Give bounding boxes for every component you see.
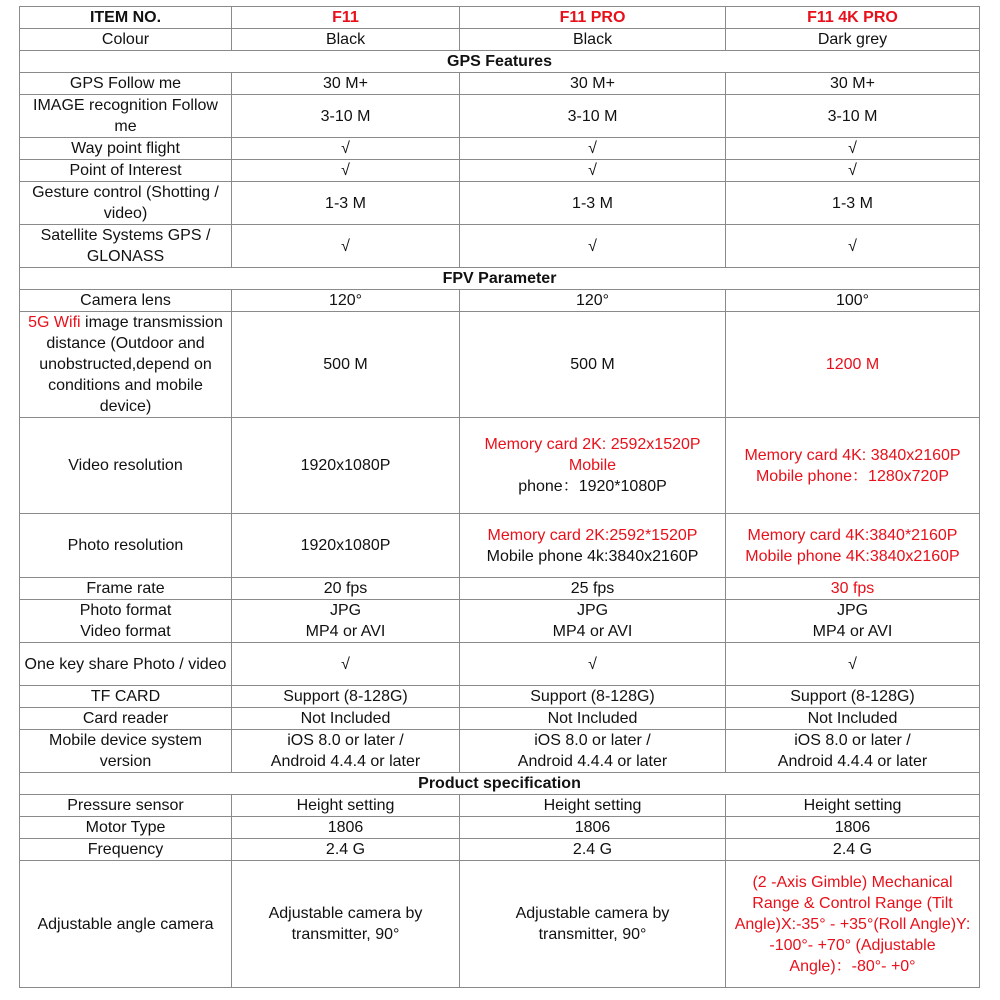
cell-f11: Height setting (232, 795, 460, 817)
cell-f11-pro (460, 730, 726, 773)
cell-f11-pro: 3-10 M (460, 95, 726, 138)
check-mark-f11-pro: √ (460, 643, 726, 686)
row-label: Adjustable angle camera (20, 861, 232, 988)
section-row-product (20, 773, 980, 795)
tf-card-row (20, 686, 980, 708)
row-label: Card reader (20, 708, 232, 730)
cell-f11-4k-pro: Not Included (726, 708, 980, 730)
row-label: Frame rate (20, 578, 232, 600)
cell-f11-4k-pro: 1806 (726, 817, 980, 839)
wifi-distance-row (20, 312, 980, 418)
cell-f11-4k-pro: (2 -Axis Gimble) Mechanical Range & Control Range (Tilt Angle)X:-35° - +35°(Roll Angle)Y: -100°- +70° (Adjustable Angle)：-80°- +0° (726, 861, 980, 988)
section-title-gps: GPS Features (20, 51, 980, 73)
cell-f11: 3-10 M (232, 95, 460, 138)
row-label: Frequency (20, 839, 232, 861)
row-label: Camera lens (20, 290, 232, 312)
pro-memory-card-text: Memory card 2K: 2592x1520P Mobile (484, 436, 701, 474)
android-version: Android 4.4.4 or later (517, 753, 668, 770)
header-row (20, 7, 980, 29)
cell-f11 (232, 730, 460, 773)
item-no-header: ITEM NO. (20, 7, 232, 29)
cell-f11-4k-pro (726, 730, 980, 773)
cell-f11-pro (460, 600, 726, 643)
cell-f11-pro: Black (460, 29, 726, 51)
cell-f11-4k-pro: Dark grey (726, 29, 980, 51)
section-title-fpv: FPV Parameter (20, 268, 980, 290)
waypoint-row (20, 138, 980, 160)
cell-f11-pro: Adjustable camera by transmitter, 90° (460, 861, 726, 988)
row-label: Motor Type (20, 817, 232, 839)
section-row-gps (20, 51, 980, 73)
mobile-os-row (20, 730, 980, 773)
row-label: Mobile device system version (20, 730, 232, 773)
cell-f11-pro: 30 M+ (460, 73, 726, 95)
row-label: GPS Follow me (20, 73, 232, 95)
cell-f11-pro: Height setting (460, 795, 726, 817)
frequency-row (20, 839, 980, 861)
pro-memory-card-text: Memory card 2K:2592*1520P (487, 526, 698, 544)
cell-f11-4k-pro (726, 418, 980, 514)
video-resolution-row (20, 418, 980, 514)
check-mark-f11-pro: √ (460, 138, 726, 160)
row-label (20, 600, 232, 643)
row-label: TF CARD (20, 686, 232, 708)
row-label: Photo resolution (20, 514, 232, 578)
row-label: IMAGE recognition Follow me (20, 95, 232, 138)
cell-f11: 20 fps (232, 578, 460, 600)
video-format-label: Video format (80, 623, 171, 640)
row-label: One key share Photo / video (20, 643, 232, 686)
cell-f11-4k-pro: Height setting (726, 795, 980, 817)
spec-table (19, 6, 980, 988)
row-label: Pressure sensor (20, 795, 232, 817)
row-label: Way point flight (20, 138, 232, 160)
cell-f11: 500 M (232, 312, 460, 418)
check-mark-f11: √ (232, 138, 460, 160)
row-label: Gesture control (Shotting / video) (20, 182, 232, 225)
cell-f11-4k-pro: 30 fps (726, 578, 980, 600)
cell-f11: Adjustable camera by transmitter, 90° (232, 861, 460, 988)
colour-row (20, 29, 980, 51)
frame-rate-row (20, 578, 980, 600)
cell-f11-4k-pro (726, 514, 980, 578)
photo-format-value: JPG (576, 602, 609, 619)
cell-f11-4k-pro (726, 600, 980, 643)
cell-f11-4k-pro: 2.4 G (726, 839, 980, 861)
cell-f11-pro (460, 418, 726, 514)
share-row (20, 643, 980, 686)
motor-type-row (20, 817, 980, 839)
cell-f11-4k-pro: 1-3 M (726, 182, 980, 225)
check-mark-f11-4k-pro: √ (726, 643, 980, 686)
check-mark-f11-pro: √ (460, 225, 726, 268)
image-follow-row (20, 95, 980, 138)
model-f11-pro-header: F11 PRO (460, 7, 726, 29)
row-label: Satellite Systems GPS / GLONASS (20, 225, 232, 268)
k4-memory-card-text: Memory card 4K:3840*2160P (747, 526, 958, 544)
cell-f11: Not Included (232, 708, 460, 730)
cell-f11: Black (232, 29, 460, 51)
satellite-row (20, 225, 980, 268)
ios-version: iOS 8.0 or later / (287, 732, 404, 749)
row-label: Colour (20, 29, 232, 51)
check-mark-f11: √ (232, 225, 460, 268)
cell-f11: 2.4 G (232, 839, 460, 861)
cell-f11: Support (8-128G) (232, 686, 460, 708)
cell-f11-pro: 25 fps (460, 578, 726, 600)
cell-f11 (232, 600, 460, 643)
model-f11-header: F11 (232, 7, 460, 29)
ios-version: iOS 8.0 or later / (534, 732, 651, 749)
check-mark-f11: √ (232, 160, 460, 182)
cell-f11-pro: 2.4 G (460, 839, 726, 861)
gps-follow-row (20, 73, 980, 95)
cell-f11-pro: 500 M (460, 312, 726, 418)
pro-mobile-text: Mobile phone 4k:3840x2160P (486, 547, 699, 565)
cell-f11-pro: Not Included (460, 708, 726, 730)
check-mark-f11-4k-pro: √ (726, 225, 980, 268)
ios-version: iOS 8.0 or later / (794, 732, 911, 749)
cell-f11-pro: 1-3 M (460, 182, 726, 225)
row-label: Video resolution (20, 418, 232, 514)
card-reader-row (20, 708, 980, 730)
row-label: Point of Interest (20, 160, 232, 182)
cell-f11-pro: Support (8-128G) (460, 686, 726, 708)
video-format-value: MP4 or AVI (812, 623, 893, 640)
photo-format-value: JPG (329, 602, 362, 619)
android-version: Android 4.4.4 or later (777, 753, 928, 770)
cell-f11-4k-pro: 30 M+ (726, 73, 980, 95)
cell-f11-4k-pro: Support (8-128G) (726, 686, 980, 708)
cell-f11: 120° (232, 290, 460, 312)
cell-f11: 1920x1080P (232, 514, 460, 578)
pro-mobile-text: phone：1920*1080P (518, 478, 667, 495)
cell-f11: 1920x1080P (232, 418, 460, 514)
cell-f11-4k-pro: 100° (726, 290, 980, 312)
video-format-value: MP4 or AVI (305, 623, 386, 640)
model-f11-4k-pro-header: F11 4K PRO (726, 7, 980, 29)
poi-row (20, 160, 980, 182)
camera-lens-row (20, 290, 980, 312)
section-row-fpv (20, 268, 980, 290)
check-mark-f11-pro: √ (460, 160, 726, 182)
android-version: Android 4.4.4 or later (270, 753, 421, 770)
cell-f11: 1-3 M (232, 182, 460, 225)
wifi-label-rest: image transmission distance (Outdoor and unobstructed,depend on conditions and mobile device) (39, 314, 223, 415)
cell-f11-pro: 1806 (460, 817, 726, 839)
camera-angle-row (20, 861, 980, 988)
k4-memory-card-text: Memory card 4K: 3840x2160P (744, 446, 961, 464)
format-row (20, 600, 980, 643)
cell-f11-4k-pro: 3-10 M (726, 95, 980, 138)
cell-f11: 1806 (232, 817, 460, 839)
cell-f11: 30 M+ (232, 73, 460, 95)
k4-mobile-text: Mobile phone 4K:3840x2160P (745, 547, 960, 565)
row-label (20, 312, 232, 418)
cell-f11-4k-pro: 1200 M (726, 312, 980, 418)
video-format-value: MP4 or AVI (552, 623, 633, 640)
cell-f11-pro (460, 514, 726, 578)
section-title-product: Product specification (20, 773, 980, 795)
check-mark-f11-4k-pro: √ (726, 160, 980, 182)
check-mark-f11: √ (232, 643, 460, 686)
photo-resolution-row (20, 514, 980, 578)
gesture-row (20, 182, 980, 225)
cell-f11-pro: 120° (460, 290, 726, 312)
photo-format-value: JPG (836, 602, 869, 619)
k4-mobile-text: Mobile phone：1280x720P (755, 467, 950, 485)
pressure-sensor-row (20, 795, 980, 817)
wifi-label-highlight: 5G Wifi (28, 314, 81, 331)
photo-format-label: Photo format (79, 602, 172, 619)
check-mark-f11-4k-pro: √ (726, 138, 980, 160)
